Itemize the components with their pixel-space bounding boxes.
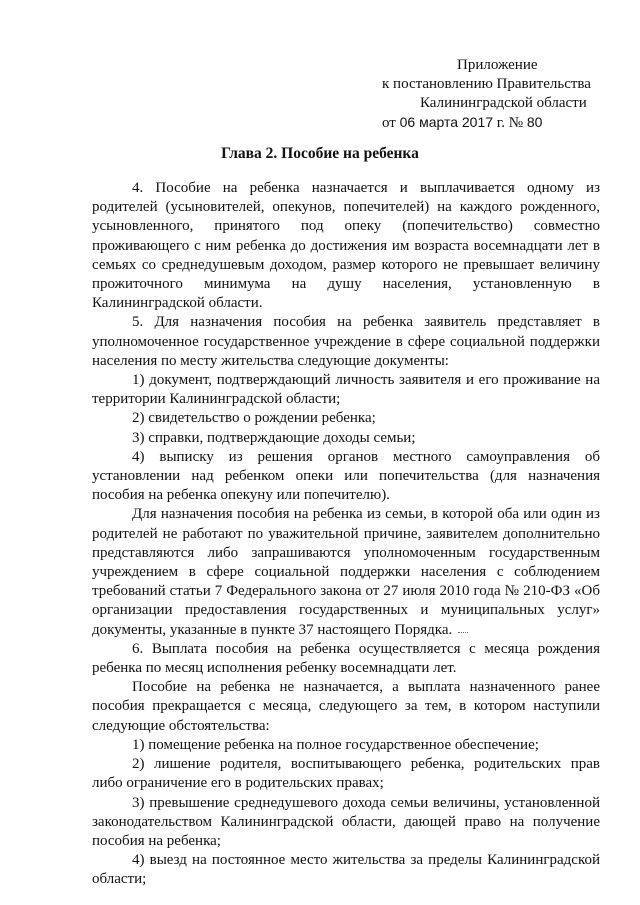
list-item-birth-certificate: 2) свидетельство о рождении ребенка;	[132, 410, 376, 427]
paragraph-unemployed-parents-text: Для назначения пособия на ребенка из семьи, в которой оба или один из родителей не работают по уважительной причине, заявителем дополнительно представляются либо запрашиваются уполномоченным государственным учреждением в сфере социальной поддержки населения с соблюдением требований статьи 7 Федерального закона от 27 июля 2010 года № 210-ФЗ «Об организации предоставления государственных и муниципальных услуг» документы, указанные в пункте 37 настоящего Порядка.	[92, 506, 600, 638]
appendix-label: Приложение	[457, 57, 538, 73]
list-item-income-excess: 3) превышение среднедушевого дохода семьи величины, установленной законодательством Калининградской области, дающей право на получение пособия на ребенка;	[92, 794, 600, 849]
resolution-number: 80	[526, 114, 543, 130]
paragraph-unemployed-parents	[92, 505, 600, 639]
list-item-income-certificates: 3) справки, подтверждающие доходы семьи;	[132, 429, 416, 446]
resolution-date: 06 марта 2017	[399, 114, 494, 130]
paragraph-4: 4. Пособие на ребенка назначается и выплачивается одному из родителей (усыновителей, опекунов, попечителей) на каждого рожденного, усыновленного, принятого под опеку (попечительство) совместно проживающего с ним ребенка до достижения им возраста восемнадцати лет в семьях со среднедушевым доходом, размер которого не превышает величину прожиточного минимума на душу населения, установленную в Калининградской области.	[92, 180, 600, 312]
stray-pen-mark	[458, 628, 468, 633]
chapter-body	[92, 179, 600, 890]
resolution-date-line	[382, 113, 602, 133]
number-prefix: г. №	[496, 115, 524, 131]
list-item-guardianship-extract: 4) выписку из решения органов местного самоуправления об установлении над ребенком опеки или попечительства (для назначения пособия на ребенка опекуну или попечителю).	[92, 448, 600, 504]
date-prefix: от	[382, 115, 396, 131]
resolution-reference: к постановлению Правительства	[382, 76, 591, 92]
list-item-deprivation-rights: 2) лишение родителя, воспитывающего ребенка, родительских прав либо ограничение его в родительских правах;	[92, 756, 600, 792]
list-item-relocation: 4) выезд на постоянное место жительства за пределы Калининградской области;	[92, 852, 600, 888]
paragraph-5: 5. Для назначения пособия на ребенка заявитель представляет в уполномоченное государственное учреждение в сфере социальной поддержки населения по месту жительства следующие документы:	[92, 314, 600, 369]
list-item-state-support: 1) помещение ребенка на полное государственное обеспечение;	[132, 736, 539, 753]
region-name: Калининградской области	[420, 95, 587, 111]
paragraph-termination: Пособие на ребенка не назначается, а выплата назначенного ранее пособия прекращается с месяца, следующего за тем, в котором наступили следующие обстоятельства:	[92, 679, 600, 734]
appendix-header	[382, 56, 602, 133]
list-item-identity-document: 1) документ, подтверждающий личность заявителя и его проживание на территории Калининградской области;	[92, 372, 600, 408]
paragraph-6: 6. Выплата пособия на ребенка осуществляется с месяца рождения ребенка по месяц исполнения ребенку восемнадцати лет.	[92, 640, 600, 677]
chapter-title: Глава 2. Пособие на ребенка	[221, 145, 419, 162]
